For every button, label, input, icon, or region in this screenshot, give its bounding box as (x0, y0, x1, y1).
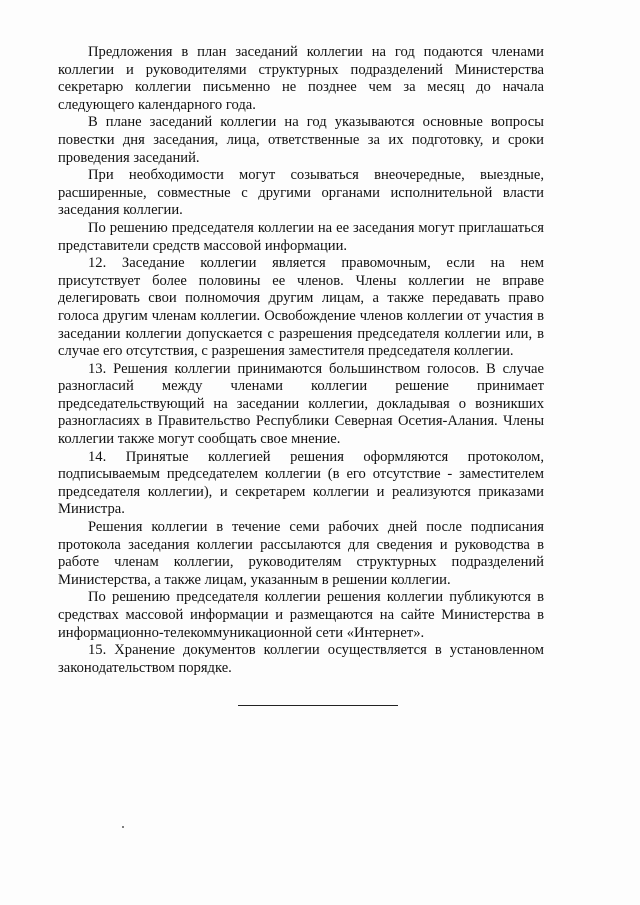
document-body (58, 44, 544, 677)
paragraph-publication: По решению председателя коллегии решения коллегии публикуются в средствах массовой информации и размещаются на сайте Министерства в информационно-телекоммуникационной сети «Интернет». (58, 589, 544, 641)
closing-rule (238, 705, 398, 706)
paragraph-14-protocol: 14. Принятые коллегией решения оформляются протоколом, подписываемым председателем коллегии (в его отсутствие - заместителем председателя коллегии), и секретарем коллегии и реализуются приказами Министра. (58, 448, 544, 518)
paragraph-plan-proposals: Предложения в план заседаний коллегии на год подаются членами коллегии и руководителями структурных подразделений Министерства секретарю коллегии письменно не позднее чем за месяц до начала следующего календарного года. (58, 44, 544, 113)
paragraph-plan-contents: В плане заседаний коллегии на год указываются основные вопросы повестки дня заседания, лица, ответственные за их подготовку, и сроки проведения заседаний. (58, 114, 544, 166)
paragraph-extraordinary-sessions: При необходимости могут созываться внеочередные, выездные, расширенные, совместные с другими органами исполнительной власти заседания коллегии. (58, 167, 544, 219)
paragraph-15-storage: 15. Хранение документов коллегии осуществляется в установленном законодательством порядке. (58, 642, 544, 676)
paragraph-13-voting: 13. Решения коллегии принимаются большинством голосов. В случае разногласий между членами коллегии решение принимает председательствующий на заседании коллегии, докладывая о возникших разногласиях в Правительство Республики Северная Осетия-Алания. Члены коллегии также могут сообщать свое мнение. (58, 360, 544, 448)
paragraph-12-quorum: 12. Заседание коллегии является правомочным, если на нем присутствует более половины ее членов. Члены коллегии не вправе делегировать свои полномочия другим лицам, а также передавать право голоса другим членам коллегии. Освобождение членов коллегии от участия в заседании коллегии допускается с разрешения председателя коллегии или, в случае его отсутствия, с разрешения заместителя председателя коллегии. (58, 255, 544, 360)
scan-speck (122, 826, 124, 828)
paragraph-distribution: Решения коллегии в течение семи рабочих дней после подписания протокола заседания коллегии рассылаются для сведения и руководства в работе членам коллегии, руководителям структурных подразделений Министерства, а также лицам, указанным в решении коллегии. (58, 519, 544, 588)
paragraph-media-invitation: По решению председателя коллегии на ее заседания могут приглашаться представители средств массовой информации. (58, 219, 544, 254)
